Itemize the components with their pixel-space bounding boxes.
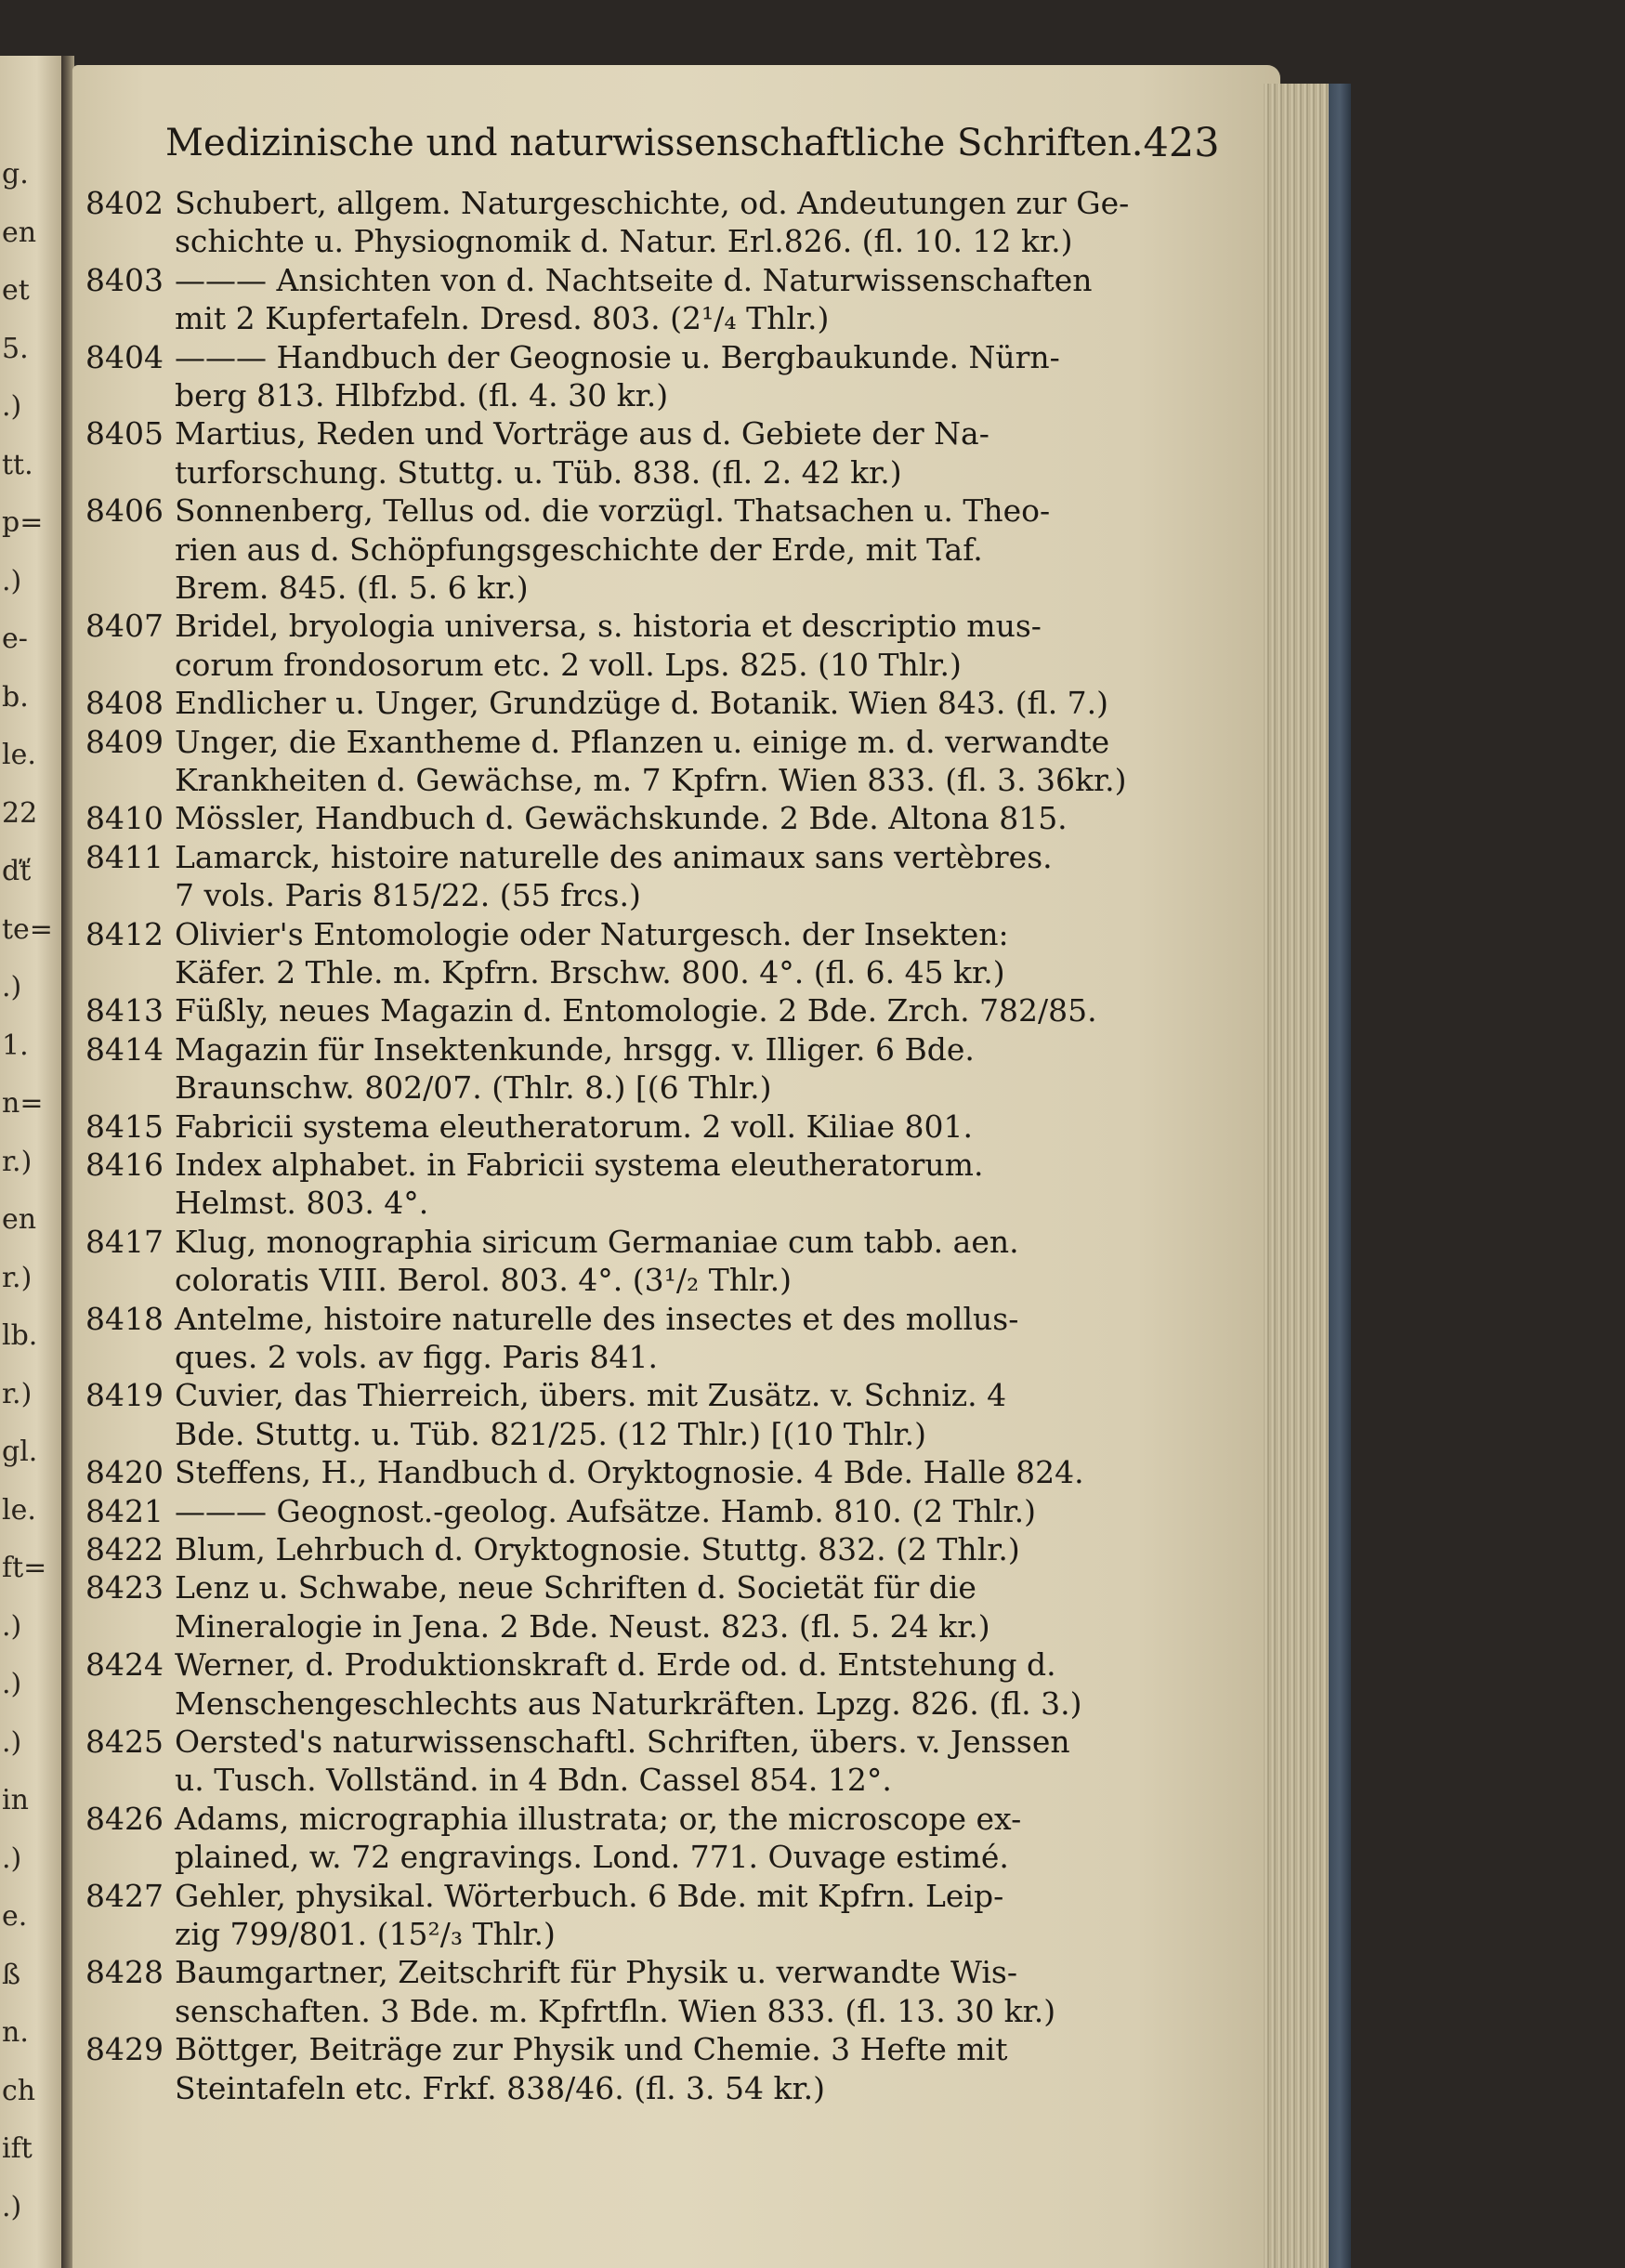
entry-text: Braunschw. 802/07. (Thlr. 8.) [(6 Thlr.) bbox=[175, 1069, 772, 1107]
entry-number: 8408 bbox=[85, 685, 164, 722]
book-cover-edge bbox=[1329, 84, 1351, 2268]
facing-page-fragment: lb. bbox=[2, 1319, 38, 1352]
catalogue-entry-continuation bbox=[85, 1685, 1081, 1724]
facing-page-fragment: p= bbox=[2, 506, 44, 539]
facing-page-fragment: .) bbox=[2, 564, 22, 597]
entry-text: Antelme, histoire naturelle des insectes et des mollus- bbox=[175, 1300, 1019, 1337]
facing-page-fragment: .) bbox=[2, 2190, 22, 2223]
entry-text: ——— Handbuch der Geognosie u. Bergbaukunde. Nürn- bbox=[175, 338, 1060, 375]
entry-text: zig 799/801. (15²/₃ Thlr.) bbox=[175, 1916, 556, 1952]
entry-text: Index alphabet. in Fabricii systema eleutheratorum. bbox=[175, 1147, 984, 1183]
catalogue-entry bbox=[85, 1300, 1018, 1339]
entry-text: Brem. 845. (fl. 5. 6 kr.) bbox=[175, 570, 529, 606]
entry-number: 8429 bbox=[85, 2031, 164, 2068]
catalogue-entry bbox=[85, 1953, 1017, 1992]
catalogue-entry-continuation bbox=[85, 646, 962, 685]
entry-text: Böttger, Beiträge zur Physik und Chemie. 3 Hefte mit bbox=[175, 2031, 1008, 2068]
entry-number: 8413 bbox=[85, 992, 164, 1029]
entry-text: rien aus d. Schöpfungsgeschichte der Erde, mit Taf. bbox=[175, 531, 983, 568]
facing-page-fragment: et bbox=[2, 274, 30, 307]
entry-text: coloratis VIII. Berol. 803. 4°. (3¹/₂ Thlr.) bbox=[175, 1262, 793, 1299]
catalogue-entry bbox=[85, 1376, 1006, 1415]
facing-page-fragment: r.) bbox=[2, 1377, 33, 1410]
facing-page-fragment: ďť bbox=[2, 855, 32, 887]
entry-text: u. Tusch. Vollständ. in 4 Bdn. Cassel 854. 12°. bbox=[175, 1762, 892, 1799]
entry-text: Adams, micrographia illustrata; or, the microscope ex- bbox=[175, 1800, 1022, 1837]
entry-text: Lamarck, histoire naturelle des animaux sans vertèbres. bbox=[175, 838, 1053, 875]
catalogue-entry bbox=[85, 1453, 1084, 1492]
facing-page-fragment: ft= bbox=[2, 1552, 47, 1584]
catalogue-entry bbox=[85, 414, 989, 453]
entry-number: 8415 bbox=[85, 1108, 164, 1145]
catalogue-entry bbox=[85, 607, 1042, 646]
entry-text: Steintafeln etc. Frkf. 838/46. (fl. 3. 54 kr.) bbox=[175, 2069, 826, 2106]
facing-page-fragment: ift bbox=[2, 2132, 33, 2165]
catalogue-entry bbox=[85, 2030, 1008, 2069]
entry-number: 8404 bbox=[85, 338, 164, 375]
catalogue-entry-continuation bbox=[85, 569, 529, 608]
entry-text: Käfer. 2 Thle. m. Kpfrn. Brschw. 800. 4°. (fl. 6. 45 kr.) bbox=[175, 954, 1005, 990]
entry-text: Blum, Lehrbuch d. Oryktognosie. Stuttg. 832. (2 Thlr.) bbox=[175, 1531, 1020, 1567]
entry-text: senschaften. 3 Bde. m. Kpfrtfln. Wien 833. (fl. 13. 30 kr.) bbox=[175, 1992, 1056, 2029]
entry-text: Fabricii systema eleutheratorum. 2 voll. Kiliae 801. bbox=[175, 1108, 973, 1145]
catalogue-entry-continuation bbox=[85, 1838, 1009, 1877]
catalogue-entry bbox=[85, 684, 1108, 723]
catalogue-entry bbox=[85, 1877, 1003, 1916]
running-title: Medizinische und naturwissenschaftliche Schriften. bbox=[165, 122, 1144, 164]
catalogue-entry bbox=[85, 915, 1009, 954]
entry-text: Füßly, neues Magazin d. Entomologie. 2 Bde. Zrch. 782/85. bbox=[175, 992, 1097, 1029]
facing-page-fragment: 1. bbox=[2, 1029, 29, 1062]
facing-page-fragment: ch bbox=[2, 2074, 36, 2107]
catalogue-entry bbox=[85, 723, 1109, 762]
catalogue-entry bbox=[85, 1723, 1070, 1762]
entry-text: ques. 2 vols. av figg. Paris 841. bbox=[175, 1339, 658, 1375]
entry-text: Werner, d. Produktionskraft d. Erde od. d. Entstehung d. bbox=[175, 1646, 1056, 1684]
entry-number: 8417 bbox=[85, 1223, 164, 1260]
entry-text: Martius, Reden und Vorträge aus d. Gebiete der Na- bbox=[175, 415, 989, 452]
entry-text: Cuvier, das Thierreich, übers. mit Zusätz. v. Schniz. 4 bbox=[175, 1377, 1007, 1414]
entry-text: Helmst. 803. 4°. bbox=[175, 1185, 429, 1222]
facing-page-fragment: en bbox=[2, 216, 37, 249]
page-edges bbox=[1264, 84, 1329, 2268]
facing-page-fragment: tt. bbox=[2, 448, 33, 481]
catalogue-entry bbox=[85, 1223, 1019, 1262]
catalogue-entry bbox=[85, 261, 1093, 300]
facing-page-fragment: b. bbox=[2, 680, 29, 714]
catalogue-entry-continuation bbox=[85, 1607, 990, 1646]
entry-number: 8425 bbox=[85, 1724, 164, 1760]
facing-page-fragment: e- bbox=[2, 623, 28, 655]
entry-number: 8412 bbox=[85, 915, 164, 952]
facing-page-fragment: 5. bbox=[2, 332, 29, 365]
facing-page-fragment: 22 bbox=[2, 796, 38, 830]
entry-text: Unger, die Exantheme d. Pflanzen u. einige m. d. verwandte bbox=[175, 723, 1110, 760]
entry-text: Lenz u. Schwabe, neue Schriften d. Societät für die bbox=[175, 1569, 976, 1606]
entry-number: 8418 bbox=[85, 1300, 164, 1337]
entry-number: 8410 bbox=[85, 800, 164, 837]
facing-page-fragment: te= bbox=[2, 912, 53, 946]
catalogue-entry-continuation bbox=[85, 761, 1127, 800]
entry-text: corum frondosorum etc. 2 voll. Lps. 825. (10 Thlr.) bbox=[175, 646, 962, 683]
entry-number: 8421 bbox=[85, 1492, 164, 1529]
entry-number: 8403 bbox=[85, 261, 164, 298]
catalogue-entry-continuation bbox=[85, 1261, 792, 1300]
entry-text: ——— Geognost.-geolog. Aufsätze. Hamb. 810. (2 Thlr.) bbox=[175, 1492, 1036, 1529]
facing-page-fragment: e. bbox=[2, 1900, 28, 1933]
catalogue-entry-continuation bbox=[85, 1184, 428, 1223]
facing-page-fragment: g. bbox=[2, 158, 29, 190]
entry-text: Oersted's naturwissenschaftl. Schriften, übers. v. Jenssen bbox=[175, 1724, 1070, 1760]
entry-text: Olivier's Entomologie oder Naturgesch. der Insekten: bbox=[175, 915, 1009, 952]
facing-page-fragment: .) bbox=[2, 390, 22, 423]
entry-text: Bridel, bryologia universa, s. historia et descriptio mus- bbox=[175, 608, 1042, 645]
facing-page-fragment: .) bbox=[2, 1725, 22, 1759]
entry-number: 8407 bbox=[85, 608, 164, 645]
entry-number: 8420 bbox=[85, 1454, 164, 1491]
facing-page-fragment: ß bbox=[2, 1958, 21, 1991]
catalogue-entry bbox=[85, 1492, 1036, 1531]
entry-text: Endlicher u. Unger, Grundzüge d. Botanik. Wien 843. (fl. 7.) bbox=[175, 685, 1109, 722]
entry-text: Gehler, physikal. Wörterbuch. 6 Bde. mit Kpfrn. Leip- bbox=[175, 1877, 1004, 1914]
facing-page-fragment: .) bbox=[2, 971, 22, 1003]
entry-number: 8422 bbox=[85, 1531, 164, 1567]
entry-text: Bde. Stuttg. u. Tüb. 821/25. (12 Thlr.) [(10 Thlr.) bbox=[175, 1415, 927, 1452]
catalogue-entry-continuation bbox=[85, 1761, 892, 1800]
catalogue-entry bbox=[85, 799, 1068, 838]
entry-number: 8416 bbox=[85, 1147, 164, 1183]
facing-page-fragment: le. bbox=[2, 739, 36, 771]
entry-text: 7 vols. Paris 815/22. (55 frcs.) bbox=[175, 877, 641, 914]
facing-page-fragment: r.) bbox=[2, 1145, 33, 1178]
catalogue-entry bbox=[85, 338, 1060, 377]
facing-page-fragment: gl. bbox=[2, 1436, 38, 1468]
facing-page-fragment: .) bbox=[2, 1668, 22, 1700]
catalogue-entry-continuation bbox=[85, 1915, 556, 1954]
facing-page-fragment: .) bbox=[2, 1842, 22, 1875]
catalogue-entry bbox=[85, 1146, 983, 1185]
page-number: 423 bbox=[1143, 120, 1220, 166]
entry-number: 8411 bbox=[85, 838, 164, 875]
catalogue-entry-continuation bbox=[85, 953, 1005, 992]
entry-text: Klug, monographia siricum Germaniae cum tabb. aen. bbox=[175, 1223, 1019, 1260]
catalogue-entry bbox=[85, 1030, 975, 1069]
entry-number: 8414 bbox=[85, 1030, 164, 1068]
catalogue-entry-continuation bbox=[85, 876, 641, 915]
entry-number: 8419 bbox=[85, 1377, 164, 1414]
catalogue-entry-continuation bbox=[85, 1992, 1055, 2031]
entry-text: mit 2 Kupfertafeln. Dresd. 803. (2¹/₄ Thlr.) bbox=[175, 300, 830, 337]
facing-page-fragment: .) bbox=[2, 1609, 22, 1643]
catalogue-entry-continuation bbox=[85, 453, 902, 492]
entry-number: 8423 bbox=[85, 1569, 164, 1606]
catalogue-entry-continuation bbox=[85, 1415, 926, 1454]
entry-text: Menschengeschlechts aus Naturkräften. Lpzg. 826. (fl. 3.) bbox=[175, 1685, 1082, 1722]
entry-number: 8427 bbox=[85, 1877, 164, 1914]
catalogue-entry bbox=[85, 1108, 973, 1147]
facing-page-fragment: en bbox=[2, 1203, 37, 1236]
entry-text: Magazin für Insektenkunde, hrsgg. v. Illiger. 6 Bde. bbox=[175, 1030, 975, 1068]
facing-page-fragment: r.) bbox=[2, 1261, 33, 1294]
entry-number: 8426 bbox=[85, 1800, 164, 1837]
catalogue-entry-continuation bbox=[85, 299, 829, 338]
facing-page-edge bbox=[0, 56, 61, 2268]
catalogue-entry bbox=[85, 1645, 1056, 1685]
catalogue-entry bbox=[85, 184, 1129, 223]
catalogue-entry bbox=[85, 492, 1050, 531]
catalogue-entry bbox=[85, 1800, 1021, 1839]
entry-text: Baumgartner, Zeitschrift für Physik u. verwandte Wis- bbox=[175, 1954, 1018, 1991]
entry-text: ——— Ansichten von d. Nachtseite d. Naturwissenschaften bbox=[175, 261, 1093, 298]
catalogue-entry bbox=[85, 1568, 976, 1607]
entry-number: 8424 bbox=[85, 1646, 164, 1684]
entry-text: Steffens, H., Handbuch d. Oryktognosie. 4 Bde. Halle 824. bbox=[175, 1454, 1084, 1491]
facing-page-fragment: le. bbox=[2, 1493, 36, 1527]
entry-text: Schubert, allgem. Naturgeschichte, od. Andeutungen zur Ge- bbox=[175, 185, 1130, 221]
catalogue-entry-continuation bbox=[85, 531, 983, 570]
entry-number: 8402 bbox=[85, 185, 164, 221]
catalogue-entry bbox=[85, 838, 1053, 877]
entry-number: 8409 bbox=[85, 723, 164, 760]
facing-page-fragment: n= bbox=[2, 1087, 44, 1120]
catalogue-entry-continuation bbox=[85, 1068, 772, 1108]
catalogue-entry-continuation bbox=[85, 1338, 658, 1377]
entry-text: Mössler, Handbuch d. Gewächskunde. 2 Bde. Altona 815. bbox=[175, 800, 1068, 837]
facing-page-fragment: n. bbox=[2, 2016, 29, 2049]
entry-text: plained, w. 72 engravings. Lond. 771. Ouvage estimé. bbox=[175, 1839, 1009, 1876]
facing-page-fragment: in bbox=[2, 1784, 29, 1816]
entry-number: 8405 bbox=[85, 415, 164, 452]
entry-number: 8428 bbox=[85, 1954, 164, 1991]
entry-text: Sonnenberg, Tellus od. die vorzügl. Thatsachen u. Theo- bbox=[175, 492, 1051, 530]
entry-text: Krankheiten d. Gewächse, m. 7 Kpfrn. Wien 833. (fl. 3. 36kr.) bbox=[175, 762, 1127, 798]
catalogue-entry bbox=[85, 991, 1097, 1030]
running-header bbox=[165, 115, 1220, 171]
entry-text: schichte u. Physiognomik d. Natur. Erl.826. (fl. 10. 12 kr.) bbox=[175, 223, 1073, 260]
catalogue-entry bbox=[85, 1530, 1020, 1569]
entry-text: Mineralogie in Jena. 2 Bde. Neust. 823. (fl. 5. 24 kr.) bbox=[175, 1607, 990, 1645]
catalogue-entry-continuation bbox=[85, 222, 1073, 261]
catalogue-entry-continuation bbox=[85, 2069, 825, 2108]
entry-text: turforschung. Stuttg. u. Tüb. 838. (fl. 2. 42 kr.) bbox=[175, 453, 902, 491]
entry-text: berg 813. Hlbfzbd. (fl. 4. 30 kr.) bbox=[175, 377, 669, 413]
catalogue-entry-continuation bbox=[85, 376, 668, 415]
entry-number: 8406 bbox=[85, 492, 164, 530]
